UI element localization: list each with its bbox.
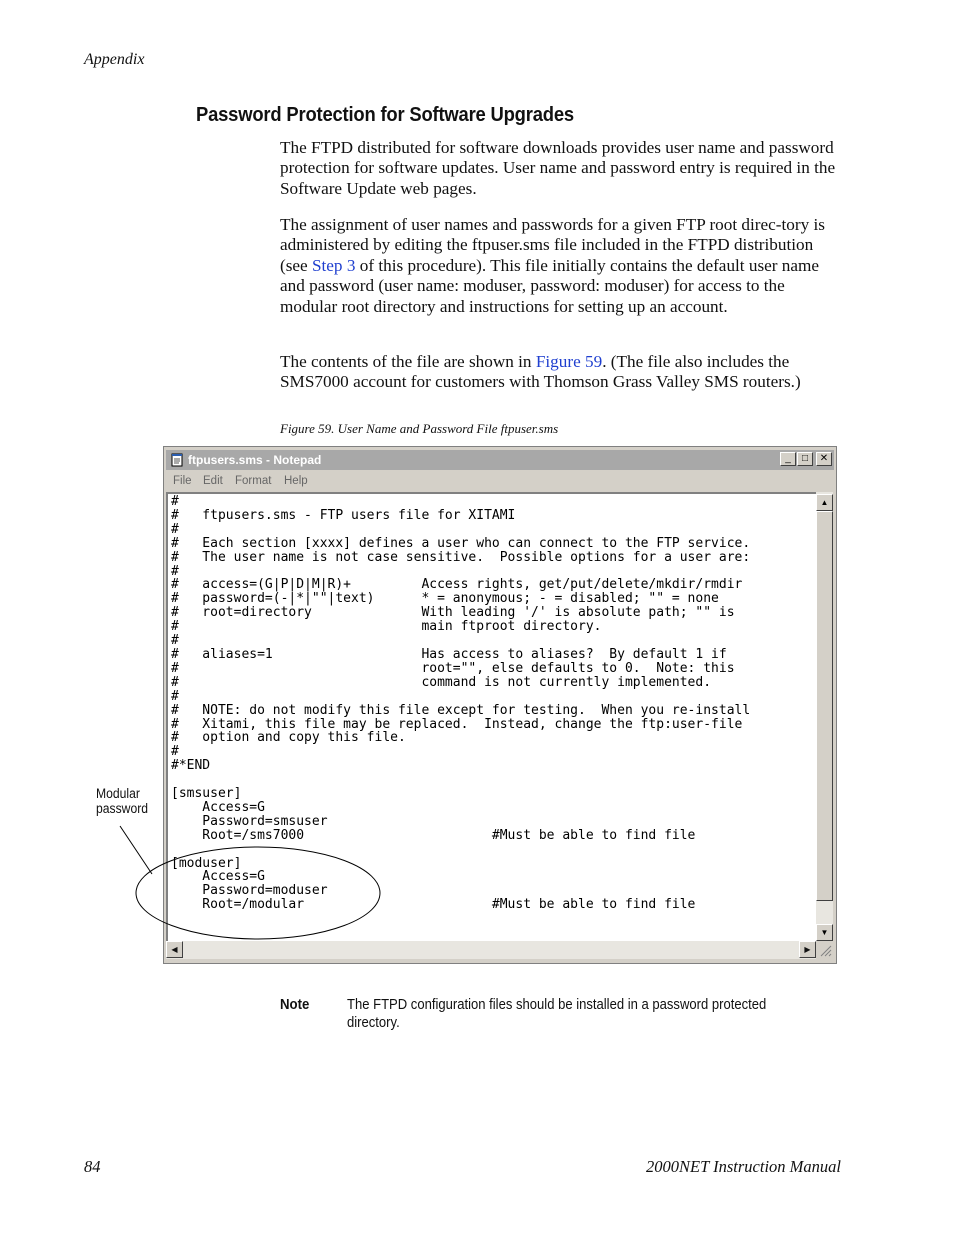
- callout-label: [96, 786, 148, 816]
- menu-format[interactable]: Format: [235, 475, 272, 487]
- minimize-button[interactable]: _: [780, 452, 796, 466]
- scroll-left-arrow-icon[interactable]: ◀: [166, 941, 183, 958]
- note-text: The FTPD configuration files should be installed in a password protected directory.: [347, 997, 767, 1031]
- callout-label-line1: Modular: [96, 786, 140, 801]
- paragraph-text: The assignment of user names and passwords for a given FTP root direc-tory is administered by editing the ftpuser.sms file included in the FTPD distribution (see: [280, 215, 825, 275]
- horizontal-scrollbar[interactable]: [166, 941, 816, 959]
- paragraph-text: of this procedure). This file initially contains the default user name and password (user name: moduser, password: moduser) for access to the modular root directory and instructions for setting up an account.: [280, 255, 820, 316]
- section-title: Password Protection for Software Upgrades: [196, 104, 574, 126]
- menu-help[interactable]: Help: [284, 475, 308, 487]
- paragraph-text: The contents of the file are shown in: [280, 352, 536, 371]
- scroll-thumb[interactable]: [816, 511, 833, 901]
- paragraph-contents: [280, 352, 845, 393]
- notepad-window: [163, 446, 837, 964]
- resize-grip-lines: [816, 941, 833, 959]
- file-content: # # ftpusers.sms - FTP users file for XITAMI # # Each section [xxxx] defines a user who can connect to the FTP service. # The user name is not case sensitive. Possible options for a user are: # # access=(G|P|D|M|R)+ Access rights, get/put/delete/mkdir/rmdir # password=(-|*|""|text) * = anonymous; - = disabled; "" = none # root=directory With leading '/' is absolute path; "" is # main ftproot directory. # # aliases=1 Has access to aliases? By default 1 if # root="", else defaults to 0. Note: this # command is not currently implemented. # # NOTE: do not modify this file except for testing. When you re-install # Xitami, this file may be replaced. Instead, change the ftp:user-file # option and copy this file. # #*END [smsuser] Access=G Password=smsuser Root=/sms7000 #Must be able to find file [moduser] Access=G Password=moduser Root=/modular #Must be able to find file: [171, 494, 751, 913]
- scroll-down-arrow-icon[interactable]: ▼: [816, 924, 833, 941]
- close-button[interactable]: ✕: [816, 452, 832, 466]
- paragraph-assignment: [280, 215, 845, 317]
- text-editor[interactable]: [166, 492, 816, 941]
- window-title: ftpusers.sms - Notepad: [188, 453, 322, 467]
- manual-title: 2000NET Instruction Manual: [646, 1157, 841, 1176]
- page-number: 84: [84, 1157, 101, 1176]
- resize-grip-icon[interactable]: [816, 941, 833, 959]
- callout-leader-line: [120, 826, 152, 874]
- menu-file[interactable]: File: [173, 475, 192, 487]
- scroll-right-arrow-icon[interactable]: ▶: [799, 941, 816, 958]
- menu-edit[interactable]: Edit: [203, 475, 223, 487]
- figure-caption: Figure 59. User Name and Password File ftpuser.sms: [280, 421, 559, 436]
- scroll-up-arrow-icon[interactable]: ▲: [816, 494, 833, 511]
- notepad-icon: [170, 453, 184, 467]
- running-header: Appendix: [84, 51, 145, 68]
- step-3-link[interactable]: Step 3: [311, 255, 356, 275]
- title-bar[interactable]: [166, 450, 834, 470]
- paragraph-intro: The FTPD distributed for software downloads provides user name and password protection for software updates. User name and password entry is required in the Software Update web pages.: [280, 138, 836, 198]
- menu-bar: [166, 471, 834, 491]
- figure-59-link[interactable]: Figure 59: [535, 352, 603, 371]
- maximize-button[interactable]: □: [797, 452, 813, 466]
- vertical-scrollbar[interactable]: [816, 492, 833, 941]
- paragraph-text: . (The file also includes the SMS7000 account for customers with Thomson Grass Valley SMS routers.): [280, 352, 801, 392]
- callout-label-line2: password: [96, 801, 149, 816]
- note-label: Note: [280, 996, 310, 1013]
